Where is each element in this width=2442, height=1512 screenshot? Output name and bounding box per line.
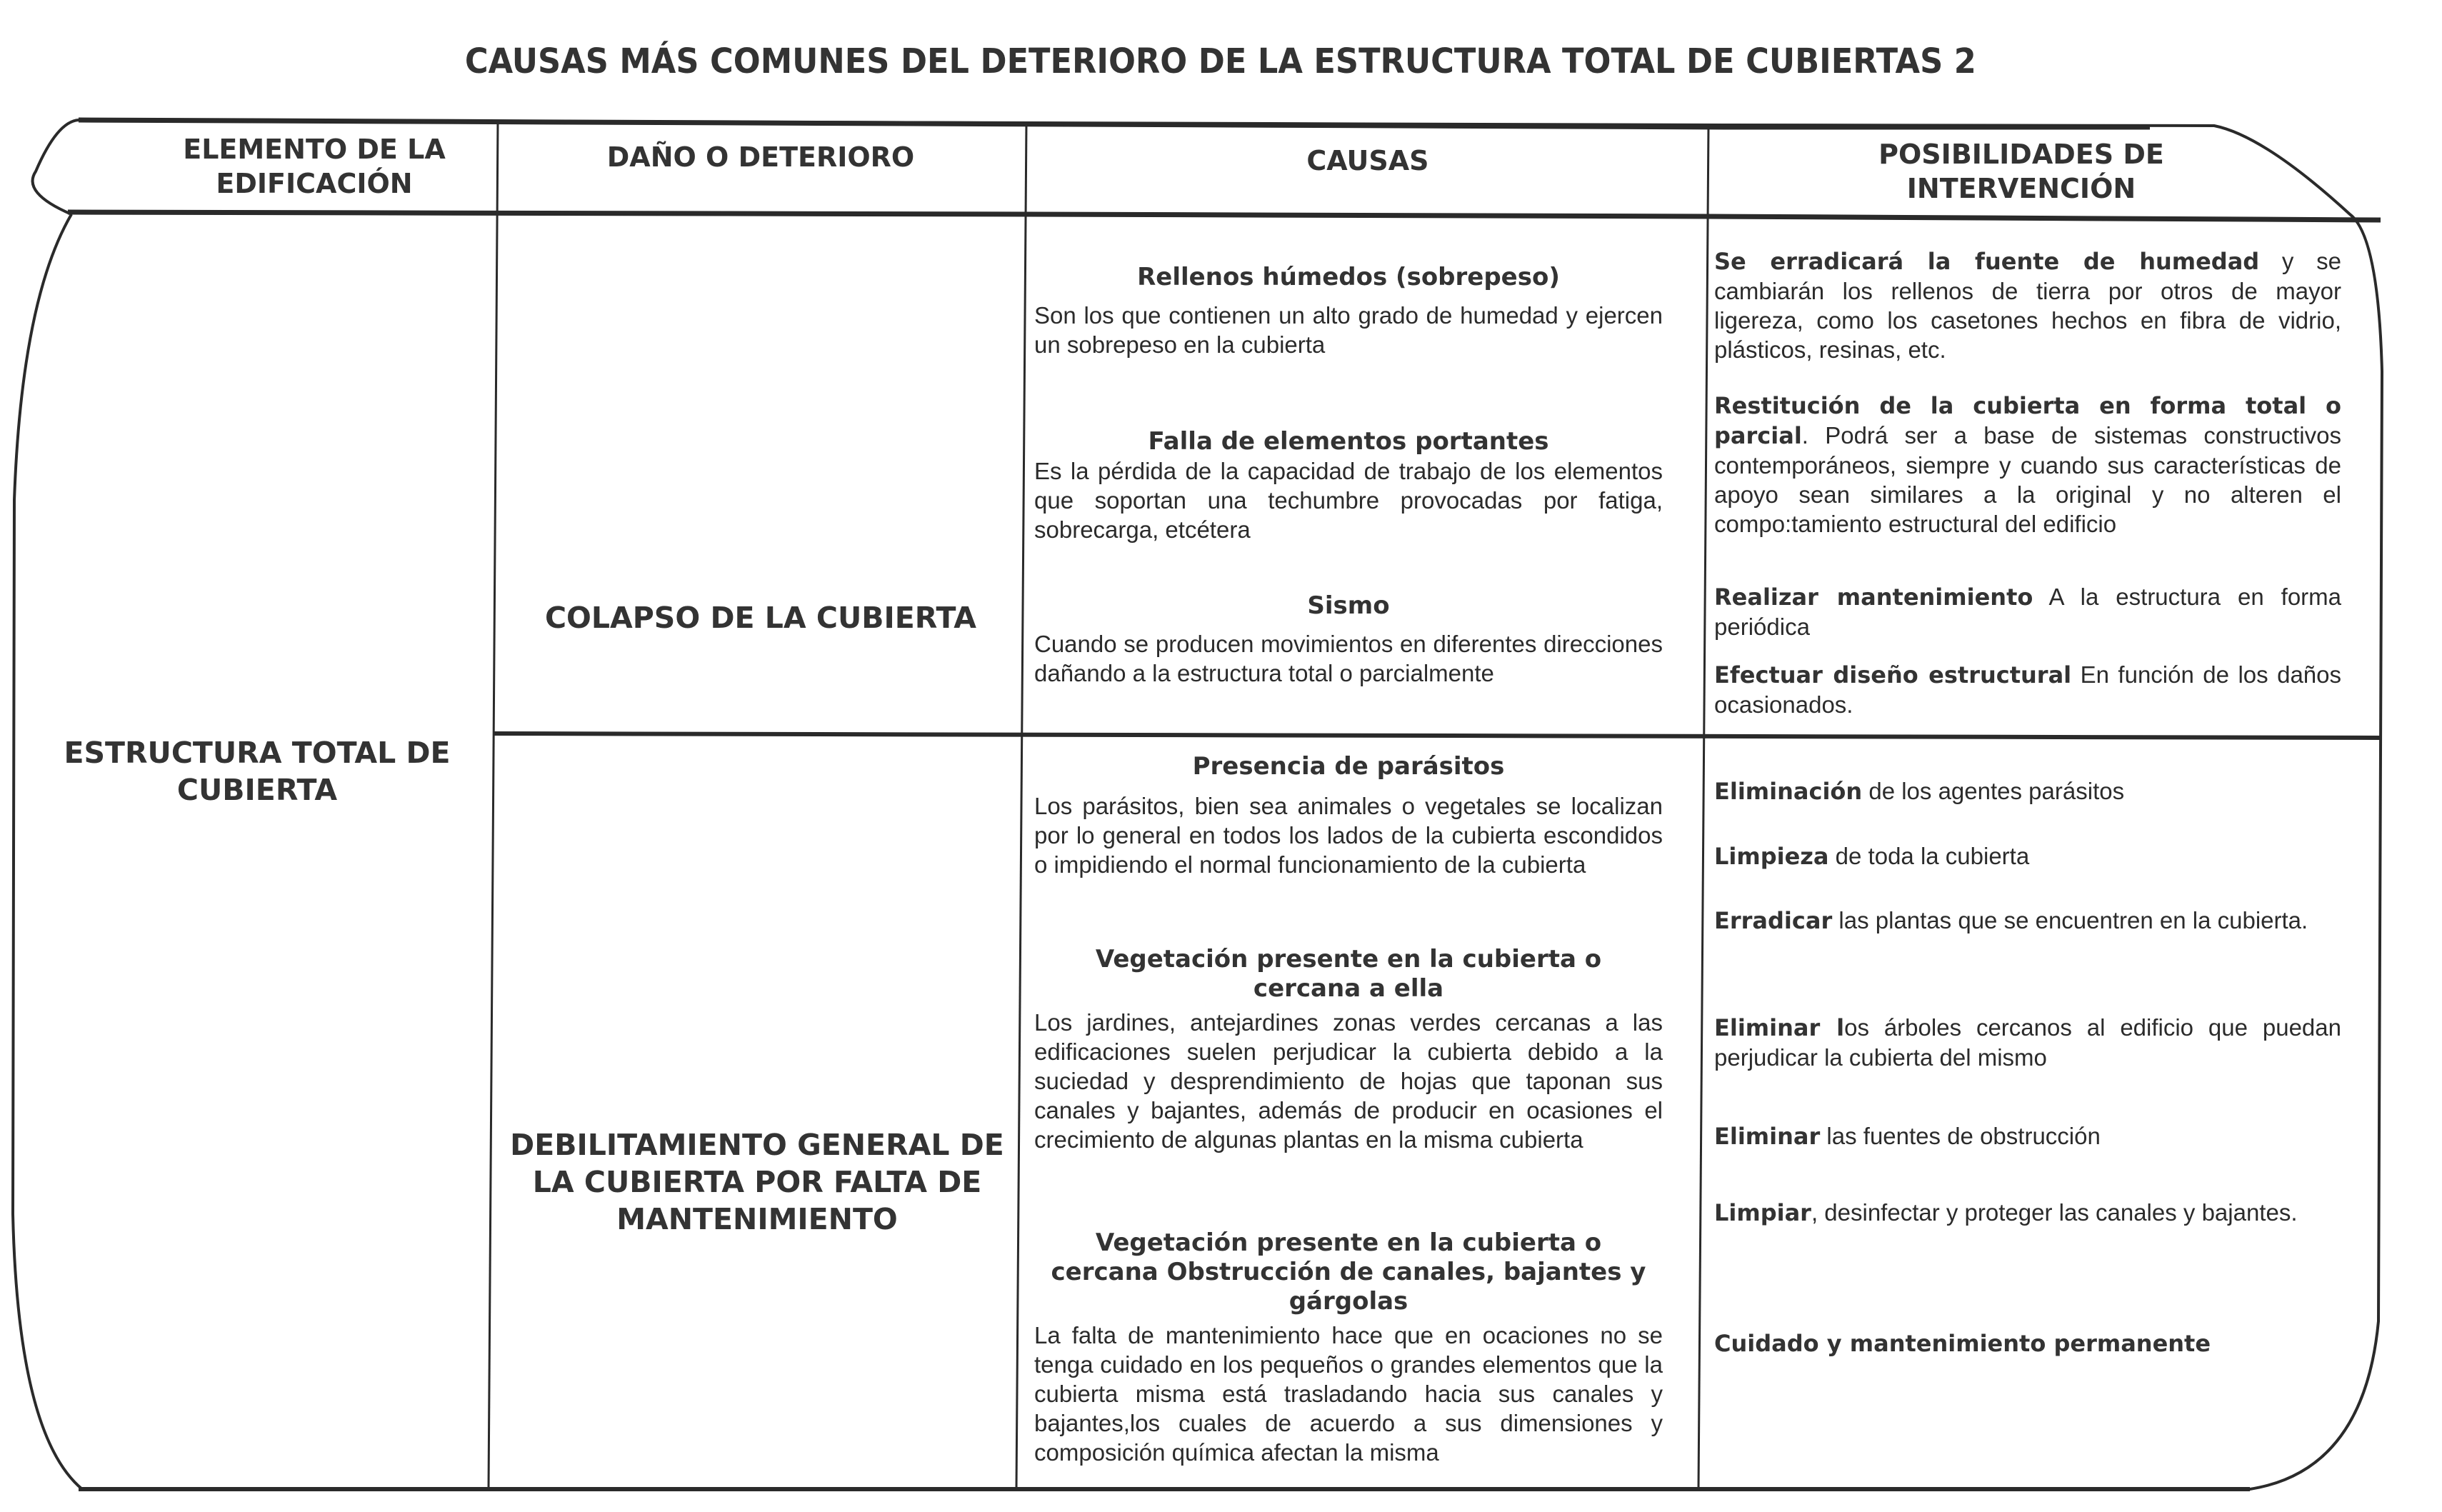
intervention-item [1714, 1013, 2341, 1072]
intervention-item [1714, 582, 2341, 641]
intervention-item [1714, 1328, 2341, 1358]
intervention-bold: Eliminar l [1714, 1014, 1845, 1041]
intervention-text: A la estructura en forma periódica [1714, 584, 2342, 640]
cause-item [1034, 945, 1663, 1154]
element-cell: ESTRUCTURA TOTAL DE CUBIERTA [64, 736, 451, 807]
intervention-text: las fuentes de obstrucción [1820, 1123, 2101, 1149]
cause-title: Falla de elementos portantes [1148, 427, 1549, 456]
intervention-text: os árboles cercanos al edificio que puedan perjudicar la cubierta del mismo [1714, 1014, 2341, 1071]
intervention-text: las plantas que se encuentren en la cubierta. [1832, 907, 2308, 933]
damage-cell-weakening: DEBILITAMIENTO GENERAL DE LA CUBIERTA POR FALTA DE MANTENIMIENTO [510, 1128, 1004, 1236]
intervention-bold: Eliminación [1714, 778, 1863, 805]
col-divider-1 [489, 120, 498, 1489]
intervention-bold: Limpiar [1714, 1199, 1811, 1226]
intervention-bold: Se erradicará la fuente de humedad [1714, 248, 2260, 275]
intervention-text: . Podrá ser a base de sistemas constructivos contemporáneos, siempre y cuando sus características de apoyo sean similares a la original y no alteren el compo:tamiento estructural del edificio [1714, 422, 2341, 537]
intervention-bold: Realizar mantenimiento [1714, 584, 2033, 611]
intervention-item [1714, 246, 2341, 364]
intervention-item [1714, 1198, 2341, 1228]
row-separator [493, 734, 2381, 738]
intervention-text: de toda la cubierta [1828, 843, 2030, 869]
header-interventions: POSIBILIDADES DE INTERVENCIÓN [1878, 139, 2164, 204]
cause-text: Los jardines, antejardines zonas verdes cercanas a las edificaciones suelen perjudicar la cubierta debido a la suciedad y desprendimiento de hojas que taponan sus canales y bajantes, además de producir en ocasiones el crecimiento de algunas plantas en la misma cubierta [1034, 1009, 1663, 1153]
cause-item [1034, 1228, 1663, 1467]
cause-item [1034, 591, 1663, 688]
header-element: ELEMENTO DE LA EDIFICACIÓN [183, 134, 446, 199]
header-causes: CAUSAS [1306, 145, 1429, 176]
page-title: CAUSAS MÁS COMUNES DEL DETERIORO DE LA ESTRUCTURA TOTAL DE CUBIERTAS 2 [464, 41, 1976, 81]
intervention-item [1714, 906, 2341, 936]
col-divider-2 [1016, 121, 1026, 1489]
header-damage: DAÑO O DETERIORO [606, 141, 915, 173]
intervention-bold: Restitución de la cubierta en forma total o parcial [1714, 392, 2341, 449]
intervention-bold: Eliminar [1714, 1123, 1821, 1150]
intervention-text: En función de los daños ocasionados. [1714, 661, 2342, 718]
intervention-bold: Cuidado y mantenimiento permanente [1714, 1330, 2211, 1357]
cause-text: Es la pérdida de la capacidad de trabajo de los elementos que soportan una techumbre provocadas por fatiga, sobrecarga, etcétera [1034, 458, 1663, 543]
cause-text: Los parásitos, bien sea animales o vegetales se localizan por lo general en todos los lados de la cubierta escondidos o impidiendo el normal funcionamiento de la cubierta [1034, 793, 1663, 878]
header-top-line [79, 120, 2150, 127]
cause-item [1034, 427, 1663, 544]
cause-title: Vegetación presente en la cubierta o cercana a ella [1095, 945, 1602, 1003]
intervention-text: , desinfectar y proteger las canales y bajantes. [1811, 1199, 2298, 1226]
cause-title: Sismo [1307, 591, 1390, 620]
intervention-text: y se cambiarán los rellenos de tierra por otros de mayor ligereza, como los casetones hechos en fibra de vidrio, plásticos, resinas, etc. [1714, 248, 2341, 363]
intervention-item [1714, 841, 2341, 871]
cause-item [1034, 752, 1663, 879]
cause-text: Cuando se producen movimientos en diferentes direcciones dañando a la estructura total o parcialmente [1034, 631, 1663, 686]
intervention-item [1714, 776, 2341, 806]
cause-item [1034, 263, 1663, 359]
intervention-item [1714, 391, 2341, 539]
cause-text: Son los que contienen un alto grado de humedad y ejercen un sobrepeso en la cubierta [1034, 302, 1663, 358]
intervention-bold: Erradicar [1714, 907, 1833, 934]
damage-cell-collapse: COLAPSO DE LA CUBIERTA [544, 601, 977, 635]
col-divider-3 [1698, 125, 1708, 1489]
header-bottom-line [68, 212, 2381, 220]
cause-title: Rellenos húmedos (sobrepeso) [1137, 263, 1560, 291]
intervention-item [1714, 660, 2341, 719]
intervention-bold: Limpieza [1714, 843, 1829, 870]
cause-title: Presencia de parásitos [1192, 752, 1505, 781]
intervention-bold: Efectuar diseño estructural [1714, 661, 2072, 689]
cause-text: La falta de mantenimiento hace que en ocaciones no se tenga cuidado en los pequeños o grandes elementos que la cubierta misma está trasladando hacia sus canales y bajantes,los cuales de acuerdo a sus dimensiones y composición química afectan la misma [1034, 1322, 1663, 1466]
cause-title: Vegetación presente en la cubierta o cercana Obstrucción de canales, bajantes y gárgolas [1051, 1228, 1646, 1316]
intervention-text: de los agentes parásitos [1862, 778, 2125, 804]
intervention-item [1714, 1121, 2341, 1151]
